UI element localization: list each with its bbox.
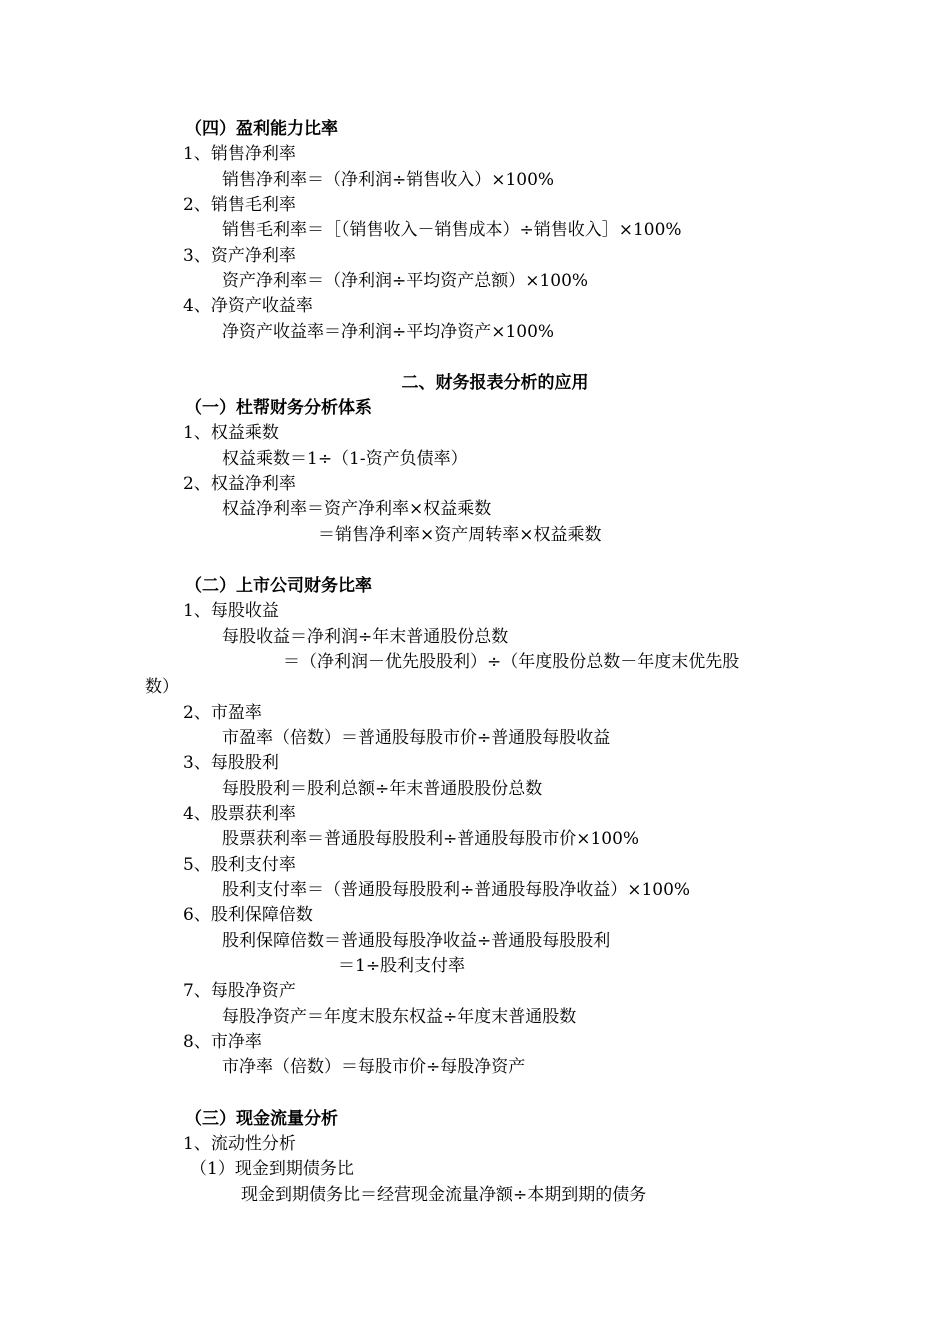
item-title: 7、每股净资产 <box>183 981 296 1001</box>
formula-continuation: ＝1÷股利支付率 <box>338 956 466 976</box>
formula: 每股净资产＝年度末股东权益÷年度末普通股数 <box>222 1007 577 1027</box>
section-heading-listed-company: （二）上市公司财务比率 <box>185 576 372 596</box>
formula-continuation: ＝（净利润－优先股股利）÷（年度股份总数－年度末优先股 <box>283 652 740 672</box>
formula: 股票获利率＝普通股每股股利÷普通股每股市价×100% <box>222 829 640 849</box>
item-title: 2、销售毛利率 <box>183 195 296 215</box>
item-title: 2、市盈率 <box>183 703 262 723</box>
formula: 每股收益＝净利润÷年末普通股份总数 <box>222 627 509 647</box>
formula: 权益净利率＝资产净利率×权益乘数 <box>222 499 492 519</box>
formula: 资产净利率＝（净利润÷平均资产总额）×100% <box>222 271 589 291</box>
section-heading-profitability: （四）盈利能力比率 <box>185 119 338 139</box>
item-title: 1、权益乘数 <box>183 423 279 443</box>
formula: 现金到期债务比＝经营现金流量净额÷本期到期的债务 <box>241 1185 647 1205</box>
item-title: 1、流动性分析 <box>183 1134 296 1154</box>
formula: 市净率（倍数）＝每股市价÷每股净资产 <box>222 1057 526 1077</box>
item-title: 1、每股收益 <box>183 601 279 621</box>
item-title: 4、股票获利率 <box>183 804 296 824</box>
item-title: 3、每股股利 <box>183 753 279 773</box>
item-title: 5、股利支付率 <box>183 855 296 875</box>
formula: 销售毛利率＝［（销售收入－销售成本）÷销售收入］×100% <box>222 220 682 240</box>
formula: 市盈率（倍数）＝普通股每股市价÷普通股每股收益 <box>222 728 611 748</box>
part-title: 二、财务报表分析的应用 <box>401 373 589 393</box>
item-title: 6、股利保障倍数 <box>183 905 313 925</box>
item-title: 1、销售净利率 <box>183 144 296 164</box>
formula-continuation: ＝销售净利率×资产周转率×权益乘数 <box>318 525 602 545</box>
formula-wrap: 数） <box>145 677 179 697</box>
section-heading-dupont: （一）杜帮财务分析体系 <box>185 398 372 418</box>
formula: 股利保障倍数＝普通股每股净收益÷普通股每股股利 <box>222 931 611 951</box>
formula: 每股股利＝股利总额÷年末普通股股份总数 <box>222 779 543 799</box>
formula: 权益乘数＝1÷（1-资产负债率） <box>222 449 468 469</box>
item-title: 2、权益净利率 <box>183 474 296 494</box>
item-title: 3、资产净利率 <box>183 246 296 266</box>
section-heading-cash-flow: （三）现金流量分析 <box>185 1109 338 1129</box>
formula: 净资产收益率＝净利润÷平均净资产×100% <box>222 322 555 342</box>
item-title: 8、市净率 <box>183 1032 262 1052</box>
item-title: 4、净资产收益率 <box>183 296 313 316</box>
formula: 销售净利率＝（净利润÷销售收入）×100% <box>222 170 555 190</box>
formula: 股利支付率＝（普通股每股股利÷普通股每股净收益）×100% <box>222 880 691 900</box>
sub-item-title: （1）现金到期债务比 <box>190 1159 354 1179</box>
